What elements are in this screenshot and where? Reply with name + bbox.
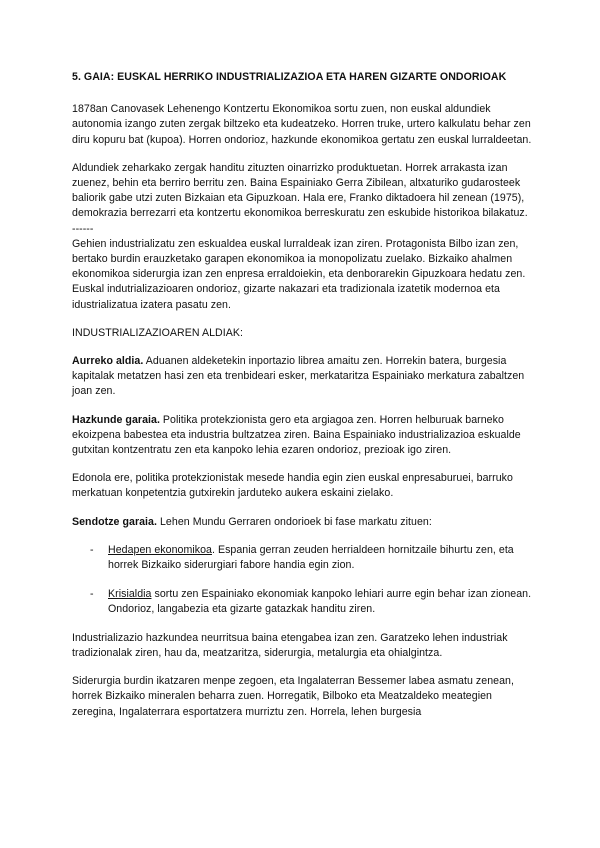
list-dash: - [90,543,94,556]
hazkunde-label: Hazkunde garaia. [72,413,160,426]
section-heading: INDUSTRIALIZAZIOAREN ALDIAK: [72,326,243,339]
aurreko-label: Aurreko aldia. [72,355,144,368]
paragraph-kontzertu: 1878an Canovasek Lehenengo Kontzertu Ekonomikoa sortu zuen, non euskal aldundiek autonomia izango zuten zergak biltzeko eta kudeatzeko. Horren truke, urtero kalkulatu behar zen diru kopuru bat (kupoa). Horren ondorioz, hazkunde ekonomikoa gertatu zen euskal lurraldeetan. [72,103,532,146]
aurreko-text: Aduanen aldeketekin inportazio librea amaitu zen. Horrekin batera, burgesia kapitalak metatzen hasi zen eta trenbideari esker, merkataritza Espainiako merkatura zabaltzen joan zen. [72,355,525,398]
document-page [72,70,532,733]
paragraph-aldundiek: Aldundiek zeharkako zergak handitu zituzten oinarrizko produktuetan. Horrek arrakasta izan zuenez, behin eta berriro berritu zen. Baina Espainiako Gerra Zibilean, altxaturiko gudarosteek baliorik gabe utzi zuten Bizkaian eta Gipuzkoan. Hala ere, Franko diktadoera hil zenean (1975), demokrazia berrezarri eta kontzertu ekonomikoa berreskuratu zen eskubide historikoa bilakatuz. [72,161,528,220]
list-text: sortu zen Espainiako ekonomiak kanpoko lehiari aurre egin behar izan zionean. Ondorioz, langabezia eta gizarte gatazkak handitu ziren. [108,588,532,616]
paragraph-siderurgia: Siderurgia burdin ikatzaren menpe zegoen, eta Ingalaterran Bessemer labea asmatu zenean, horrek Bizkaiko mineralen beharra zuen. Horregatik, Bilboko eta Meatzaldeko meategien zeregina, Ingalaterrara esportatzera murriztu zen. Horrela, lehen burgesia [72,675,514,718]
list-text: . Espania gerran zeuden herrialdeen hornitzaile bihurtu zen, eta horrek Bizkaiko siderurgiari fabore handia egin zion. [108,543,514,572]
sendotze-label: Sendotze garaia. [72,515,157,528]
list-item [72,543,532,573]
separator-line: ------ [72,222,94,235]
phase-list [72,543,532,618]
list-dash: - [90,588,94,601]
paragraph-edonola: Edonola ere, politika protekzionistak mesede handia egin zien euskal enpresaburuei, barruko merkatuan konpetentzia gutxirekin jarduteko aukera eskaini zielako. [72,472,513,500]
list-term: Hedapen ekonomikoa [108,543,212,556]
list-term: Krisialdia [108,588,152,601]
paragraph-hazkunde-garaia [72,413,532,459]
document-title: 5. GAIA: EUSKAL HERRIKO INDUSTRIALIZAZIOA ETA HAREN GIZARTE ONDORIOAK [72,71,507,83]
paragraph-aurreko-aldia [72,354,532,400]
list-item [72,587,532,617]
sendotze-text: Lehen Mundu Gerraren ondorioek bi fase markatu zituen: [157,515,432,528]
paragraph-industrializazio-hazkundea: Industrializazio hazkundea neurritsua baina etengabea izan zen. Garatzeko lehen industriak tradizionalak ziren, hau da, meatzaritza, siderurgia, metalurgia eta ohialgintza. [72,631,508,659]
hazkunde-text: Politika protekzionista gero eta argiagoa zen. Horren helburuak barneko ekoizpena babestea eta industria bultzatzea ziren. Baina Espainiako industrializazioa eskualde gutxitan kontzentratu zen eta kanpoko lehia ezaren ondorioz, prezioak igo ziren. [72,413,521,457]
paragraph-sendotze-garaia [72,515,532,530]
paragraph-industrializazioa: Gehien industrializatu zen eskualdea euskal lurraldeak izan ziren. Protagonista Bilbo izan zen, bertako burdin erauzketako garapen ekonomikoa ia monopolizatu zuelako. Bizkaiko ahalmen ekonomikoa siderurgia izan zen enpresa erraldoiekin, eta denborarekin Gipuzkoara hedatu zen. Euskal indutrializazioaren ondorioz, gizarte nakazari eta tradizionala izatetik modernoa eta idustrializatua izatera pasatu zen. [72,237,526,311]
